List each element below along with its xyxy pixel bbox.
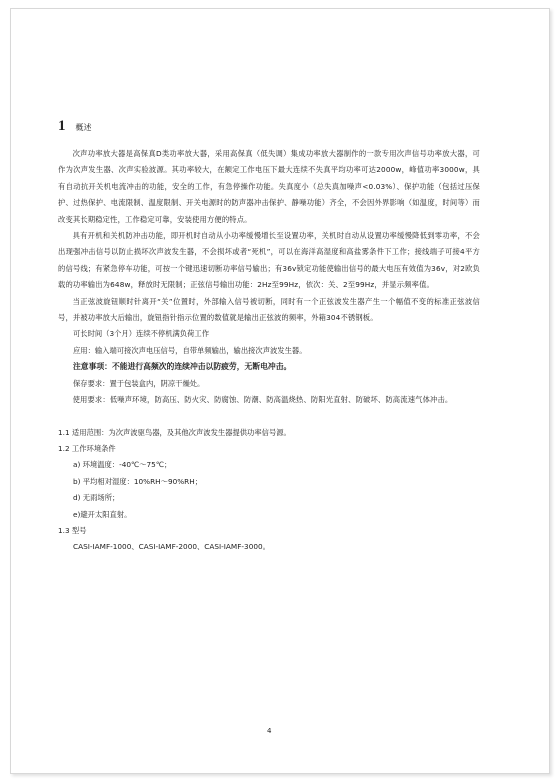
list-item: e)避开太阳直射。 bbox=[73, 509, 132, 519]
paragraph-overview: 次声功率放大器是高保真D类功率放大器，采用高保真（低失调）集成功率放大器制作的一款专用次声信号功率放大器，可作为次声发生器、次声实验波源。其功率较大，在额定工作电压下最大连续不失真平均功率可达2000w，峰值功率3000w，具有自动抗开关机电流冲击的功能，安全的工作，有急停操作功能。失真度小（总失真加噪声<0.03%）、保护功能（包括过压保护、过热保护、电流限制、温度限制、开关电源时的防声器冲击保护、静噪功能）齐全，不会因外界影响（如温度，时间等）而改变其长期稳定性，工作稳定可靠，安装使用方便的特点。 bbox=[58, 149, 480, 224]
section-number: 1 bbox=[58, 118, 66, 134]
document-body bbox=[58, 146, 480, 556]
page-number: 4 bbox=[267, 727, 272, 735]
line-application: 应用：输入端可接次声电压信号，自带单频输出，输出接次声波发生器。 bbox=[73, 345, 307, 355]
subsection-1-3: 1.3 型号 bbox=[58, 525, 87, 535]
list-item: b) 平均相对湿度：10%RH～90%RH； bbox=[73, 476, 203, 486]
list-item: d) 无雨场所； bbox=[73, 493, 120, 503]
section-heading bbox=[58, 118, 92, 135]
line-note: 注意事项：不能进行高频次的连续冲击以防疲劳，无断电冲击。 bbox=[73, 362, 292, 372]
subsection-1-2: 1.2 工作环境条件 bbox=[58, 443, 116, 453]
subsection-1-1: 1.1 适用范围：为次声波驱鸟器，及其他次声波发生器提供功率信号源。 bbox=[58, 427, 291, 437]
section-title: 概述 bbox=[75, 123, 92, 132]
list-item: a) 环境温度：-40℃～75℃； bbox=[73, 460, 172, 470]
line-usage: 使用要求：低噪声环境，防高压、防火灾、防腐蚀、防潮、防高温烧热、防阳光直射、防破坏、防高流速气体冲击。 bbox=[72, 395, 453, 405]
model-list: CASI-IAMF-1000、CASI-IAMF-2000、CASI-IAMF-3000。 bbox=[73, 542, 270, 552]
paragraph-sine: 当正弦波旋钮顺时针离开“关”位置时，外部输入信号被切断，同时有一个正弦波发生器产生一个幅值不变的标准正弦波信号，并被功率放大后输出，旋钮指针指示位置的数值就是输出正弦波的频率，外箱304不锈钢板。 bbox=[58, 296, 480, 323]
paragraph-protection: 具有开机和关机防冲击功能，即开机时自动从小功率缓慢增长至设置功率，关机时自动从设置功率缓慢降低到零功率，不会出现强冲击信号以防止损坏次声波发生器，不会损坏或者“死机”，可以在海洋高湿度和高盐雾条件下工作；接线端子可接4平方的信号线；有紧急停车功能，可按一个键迅速切断功率信号输出；有36v锁定功能使输出信号的最大电压有效值为36v，对2欧负载的功率输出为648w，释放时无限制；正弦信号输出功能：2Hz至99Hz，依次：关、2至99Hz，并显示频率值。 bbox=[58, 231, 480, 290]
line-storage: 保存要求：置于包装盒内，阴凉干燥处。 bbox=[73, 378, 205, 388]
line-continuous: 可长时间（3个月）连续不停机满负荷工作 bbox=[73, 329, 209, 339]
